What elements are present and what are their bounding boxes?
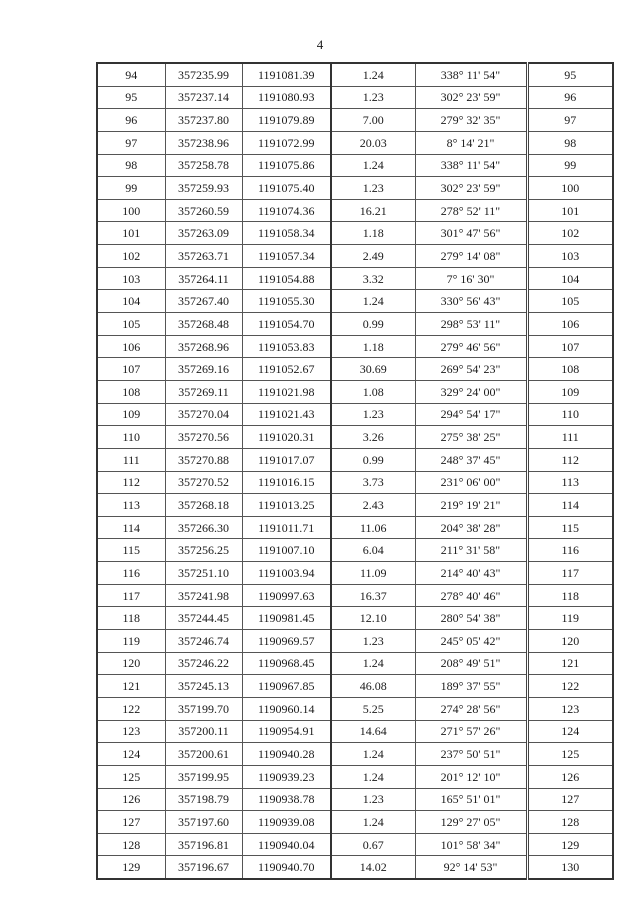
table-row bbox=[97, 675, 613, 698]
distance-cell: 1.23 bbox=[331, 86, 415, 109]
point-number-cell: 119 bbox=[97, 630, 165, 653]
bearing-cell: 165° 51' 01" bbox=[415, 788, 527, 811]
bearing-cell: 248° 37' 45" bbox=[415, 448, 527, 471]
y-coordinate-cell: 1191007.10 bbox=[242, 539, 331, 562]
x-coordinate-cell: 357266.30 bbox=[165, 516, 242, 539]
table-row bbox=[97, 539, 613, 562]
next-point-cell: 121 bbox=[527, 652, 613, 675]
x-coordinate-cell: 357199.95 bbox=[165, 765, 242, 788]
point-number-cell: 108 bbox=[97, 380, 165, 403]
x-coordinate-cell: 357270.52 bbox=[165, 471, 242, 494]
table-body bbox=[97, 63, 613, 879]
bearing-cell: 275° 38' 25" bbox=[415, 426, 527, 449]
next-point-cell: 118 bbox=[527, 584, 613, 607]
y-coordinate-cell: 1191052.67 bbox=[242, 358, 331, 381]
next-point-cell: 128 bbox=[527, 811, 613, 834]
point-number-cell: 117 bbox=[97, 584, 165, 607]
next-point-cell: 125 bbox=[527, 743, 613, 766]
distance-cell: 1.24 bbox=[331, 765, 415, 788]
y-coordinate-cell: 1191021.43 bbox=[242, 403, 331, 426]
x-coordinate-cell: 357259.93 bbox=[165, 177, 242, 200]
point-number-cell: 105 bbox=[97, 313, 165, 336]
distance-cell: 16.37 bbox=[331, 584, 415, 607]
table-row bbox=[97, 720, 613, 743]
next-point-cell: 111 bbox=[527, 426, 613, 449]
distance-cell: 1.18 bbox=[331, 335, 415, 358]
point-number-cell: 101 bbox=[97, 222, 165, 245]
x-coordinate-cell: 357245.13 bbox=[165, 675, 242, 698]
y-coordinate-cell: 1191072.99 bbox=[242, 131, 331, 154]
y-coordinate-cell: 1191011.71 bbox=[242, 516, 331, 539]
y-coordinate-cell: 1190939.23 bbox=[242, 765, 331, 788]
bearing-cell: 7° 16' 30" bbox=[415, 267, 527, 290]
next-point-cell: 100 bbox=[527, 177, 613, 200]
x-coordinate-cell: 357270.56 bbox=[165, 426, 242, 449]
x-coordinate-cell: 357197.60 bbox=[165, 811, 242, 834]
distance-cell: 2.43 bbox=[331, 494, 415, 517]
distance-cell: 6.04 bbox=[331, 539, 415, 562]
point-number-cell: 126 bbox=[97, 788, 165, 811]
table-row bbox=[97, 403, 613, 426]
distance-cell: 16.21 bbox=[331, 199, 415, 222]
distance-cell: 1.18 bbox=[331, 222, 415, 245]
table-row bbox=[97, 652, 613, 675]
table-row bbox=[97, 426, 613, 449]
point-number-cell: 94 bbox=[97, 63, 165, 86]
coordinates-table-container bbox=[96, 62, 614, 880]
next-point-cell: 110 bbox=[527, 403, 613, 426]
x-coordinate-cell: 357196.81 bbox=[165, 833, 242, 856]
bearing-cell: 338° 11' 54" bbox=[415, 154, 527, 177]
distance-cell: 0.99 bbox=[331, 448, 415, 471]
point-number-cell: 113 bbox=[97, 494, 165, 517]
coordinates-table bbox=[96, 62, 614, 880]
y-coordinate-cell: 1191054.70 bbox=[242, 313, 331, 336]
x-coordinate-cell: 357263.09 bbox=[165, 222, 242, 245]
bearing-cell: 201° 12' 10" bbox=[415, 765, 527, 788]
bearing-cell: 211° 31' 58" bbox=[415, 539, 527, 562]
y-coordinate-cell: 1190940.04 bbox=[242, 833, 331, 856]
bearing-cell: 298° 53' 11" bbox=[415, 313, 527, 336]
next-point-cell: 129 bbox=[527, 833, 613, 856]
distance-cell: 2.49 bbox=[331, 245, 415, 268]
table-row bbox=[97, 494, 613, 517]
point-number-cell: 121 bbox=[97, 675, 165, 698]
distance-cell: 12.10 bbox=[331, 607, 415, 630]
point-number-cell: 118 bbox=[97, 607, 165, 630]
x-coordinate-cell: 357258.78 bbox=[165, 154, 242, 177]
next-point-cell: 102 bbox=[527, 222, 613, 245]
bearing-cell: 204° 38' 28" bbox=[415, 516, 527, 539]
distance-cell: 5.25 bbox=[331, 697, 415, 720]
next-point-cell: 130 bbox=[527, 856, 613, 879]
bearing-cell: 245° 05' 42" bbox=[415, 630, 527, 653]
table-row bbox=[97, 131, 613, 154]
next-point-cell: 98 bbox=[527, 131, 613, 154]
y-coordinate-cell: 1190960.14 bbox=[242, 697, 331, 720]
table-row bbox=[97, 86, 613, 109]
x-coordinate-cell: 357237.14 bbox=[165, 86, 242, 109]
table-row bbox=[97, 562, 613, 585]
distance-cell: 30.69 bbox=[331, 358, 415, 381]
bearing-cell: 271° 57' 26" bbox=[415, 720, 527, 743]
y-coordinate-cell: 1191054.88 bbox=[242, 267, 331, 290]
y-coordinate-cell: 1191079.89 bbox=[242, 109, 331, 132]
y-coordinate-cell: 1190940.70 bbox=[242, 856, 331, 879]
next-point-cell: 117 bbox=[527, 562, 613, 585]
x-coordinate-cell: 357268.48 bbox=[165, 313, 242, 336]
next-point-cell: 126 bbox=[527, 765, 613, 788]
x-coordinate-cell: 357241.98 bbox=[165, 584, 242, 607]
table-row bbox=[97, 765, 613, 788]
point-number-cell: 122 bbox=[97, 697, 165, 720]
table-row bbox=[97, 833, 613, 856]
y-coordinate-cell: 1191003.94 bbox=[242, 562, 331, 585]
point-number-cell: 124 bbox=[97, 743, 165, 766]
table-row bbox=[97, 380, 613, 403]
distance-cell: 3.32 bbox=[331, 267, 415, 290]
y-coordinate-cell: 1191075.86 bbox=[242, 154, 331, 177]
bearing-cell: 279° 32' 35" bbox=[415, 109, 527, 132]
point-number-cell: 103 bbox=[97, 267, 165, 290]
bearing-cell: 214° 40' 43" bbox=[415, 562, 527, 585]
bearing-cell: 278° 40' 46" bbox=[415, 584, 527, 607]
point-number-cell: 109 bbox=[97, 403, 165, 426]
point-number-cell: 96 bbox=[97, 109, 165, 132]
distance-cell: 1.24 bbox=[331, 743, 415, 766]
bearing-cell: 279° 46' 56" bbox=[415, 335, 527, 358]
bearing-cell: 274° 28' 56" bbox=[415, 697, 527, 720]
table-row bbox=[97, 222, 613, 245]
point-number-cell: 95 bbox=[97, 86, 165, 109]
table-row bbox=[97, 313, 613, 336]
y-coordinate-cell: 1191016.15 bbox=[242, 471, 331, 494]
bearing-cell: 301° 47' 56" bbox=[415, 222, 527, 245]
bearing-cell: 269° 54' 23" bbox=[415, 358, 527, 381]
next-point-cell: 109 bbox=[527, 380, 613, 403]
y-coordinate-cell: 1190968.45 bbox=[242, 652, 331, 675]
y-coordinate-cell: 1191017.07 bbox=[242, 448, 331, 471]
bearing-cell: 302° 23' 59" bbox=[415, 86, 527, 109]
distance-cell: 1.08 bbox=[331, 380, 415, 403]
next-point-cell: 101 bbox=[527, 199, 613, 222]
point-number-cell: 106 bbox=[97, 335, 165, 358]
next-point-cell: 96 bbox=[527, 86, 613, 109]
next-point-cell: 97 bbox=[527, 109, 613, 132]
table-row bbox=[97, 199, 613, 222]
bearing-cell: 330° 56' 43" bbox=[415, 290, 527, 313]
table-row bbox=[97, 630, 613, 653]
next-point-cell: 103 bbox=[527, 245, 613, 268]
bearing-cell: 338° 11' 54" bbox=[415, 63, 527, 86]
y-coordinate-cell: 1190940.28 bbox=[242, 743, 331, 766]
table-row bbox=[97, 788, 613, 811]
table-row bbox=[97, 154, 613, 177]
distance-cell: 7.00 bbox=[331, 109, 415, 132]
table-row bbox=[97, 245, 613, 268]
x-coordinate-cell: 357237.80 bbox=[165, 109, 242, 132]
bearing-cell: 129° 27' 05" bbox=[415, 811, 527, 834]
table-row bbox=[97, 856, 613, 879]
distance-cell: 1.23 bbox=[331, 788, 415, 811]
point-number-cell: 116 bbox=[97, 562, 165, 585]
bearing-cell: 237° 50' 51" bbox=[415, 743, 527, 766]
point-number-cell: 100 bbox=[97, 199, 165, 222]
point-number-cell: 128 bbox=[97, 833, 165, 856]
x-coordinate-cell: 357270.04 bbox=[165, 403, 242, 426]
point-number-cell: 127 bbox=[97, 811, 165, 834]
point-number-cell: 97 bbox=[97, 131, 165, 154]
point-number-cell: 98 bbox=[97, 154, 165, 177]
table-row bbox=[97, 448, 613, 471]
distance-cell: 1.23 bbox=[331, 630, 415, 653]
bearing-cell: 219° 19' 21" bbox=[415, 494, 527, 517]
point-number-cell: 129 bbox=[97, 856, 165, 879]
bearing-cell: 8° 14' 21" bbox=[415, 131, 527, 154]
next-point-cell: 99 bbox=[527, 154, 613, 177]
bearing-cell: 189° 37' 55" bbox=[415, 675, 527, 698]
point-number-cell: 99 bbox=[97, 177, 165, 200]
x-coordinate-cell: 357199.70 bbox=[165, 697, 242, 720]
y-coordinate-cell: 1190954.91 bbox=[242, 720, 331, 743]
next-point-cell: 106 bbox=[527, 313, 613, 336]
distance-cell: 1.24 bbox=[331, 63, 415, 86]
point-number-cell: 115 bbox=[97, 539, 165, 562]
x-coordinate-cell: 357260.59 bbox=[165, 199, 242, 222]
table-row bbox=[97, 516, 613, 539]
y-coordinate-cell: 1191013.25 bbox=[242, 494, 331, 517]
bearing-cell: 208° 49' 51" bbox=[415, 652, 527, 675]
point-number-cell: 110 bbox=[97, 426, 165, 449]
y-coordinate-cell: 1191074.36 bbox=[242, 199, 331, 222]
y-coordinate-cell: 1191075.40 bbox=[242, 177, 331, 200]
distance-cell: 1.24 bbox=[331, 652, 415, 675]
page-number: 4 bbox=[316, 37, 324, 52]
distance-cell: 14.64 bbox=[331, 720, 415, 743]
distance-cell: 1.23 bbox=[331, 403, 415, 426]
distance-cell: 3.26 bbox=[331, 426, 415, 449]
x-coordinate-cell: 357263.71 bbox=[165, 245, 242, 268]
x-coordinate-cell: 357246.22 bbox=[165, 652, 242, 675]
x-coordinate-cell: 357256.25 bbox=[165, 539, 242, 562]
y-coordinate-cell: 1191021.98 bbox=[242, 380, 331, 403]
y-coordinate-cell: 1190939.08 bbox=[242, 811, 331, 834]
point-number-cell: 111 bbox=[97, 448, 165, 471]
y-coordinate-cell: 1190969.57 bbox=[242, 630, 331, 653]
distance-cell: 0.99 bbox=[331, 313, 415, 336]
table-row bbox=[97, 335, 613, 358]
next-point-cell: 112 bbox=[527, 448, 613, 471]
bearing-cell: 279° 14' 08" bbox=[415, 245, 527, 268]
bearing-cell: 101° 58' 34" bbox=[415, 833, 527, 856]
next-point-cell: 124 bbox=[527, 720, 613, 743]
x-coordinate-cell: 357268.18 bbox=[165, 494, 242, 517]
table-row bbox=[97, 811, 613, 834]
x-coordinate-cell: 357244.45 bbox=[165, 607, 242, 630]
bearing-cell: 92° 14' 53" bbox=[415, 856, 527, 879]
y-coordinate-cell: 1191081.39 bbox=[242, 63, 331, 86]
x-coordinate-cell: 357264.11 bbox=[165, 267, 242, 290]
point-number-cell: 112 bbox=[97, 471, 165, 494]
point-number-cell: 114 bbox=[97, 516, 165, 539]
point-number-cell: 107 bbox=[97, 358, 165, 381]
y-coordinate-cell: 1191053.83 bbox=[242, 335, 331, 358]
distance-cell: 20.03 bbox=[331, 131, 415, 154]
next-point-cell: 123 bbox=[527, 697, 613, 720]
table-row bbox=[97, 358, 613, 381]
next-point-cell: 120 bbox=[527, 630, 613, 653]
next-point-cell: 114 bbox=[527, 494, 613, 517]
distance-cell: 11.09 bbox=[331, 562, 415, 585]
x-coordinate-cell: 357246.74 bbox=[165, 630, 242, 653]
x-coordinate-cell: 357267.40 bbox=[165, 290, 242, 313]
distance-cell: 1.24 bbox=[331, 290, 415, 313]
next-point-cell: 115 bbox=[527, 516, 613, 539]
bearing-cell: 329° 24' 00" bbox=[415, 380, 527, 403]
table-row bbox=[97, 743, 613, 766]
next-point-cell: 105 bbox=[527, 290, 613, 313]
table-row bbox=[97, 471, 613, 494]
next-point-cell: 113 bbox=[527, 471, 613, 494]
x-coordinate-cell: 357269.16 bbox=[165, 358, 242, 381]
x-coordinate-cell: 357268.96 bbox=[165, 335, 242, 358]
point-number-cell: 120 bbox=[97, 652, 165, 675]
distance-cell: 0.67 bbox=[331, 833, 415, 856]
x-coordinate-cell: 357269.11 bbox=[165, 380, 242, 403]
x-coordinate-cell: 357270.88 bbox=[165, 448, 242, 471]
distance-cell: 14.02 bbox=[331, 856, 415, 879]
bearing-cell: 278° 52' 11" bbox=[415, 199, 527, 222]
y-coordinate-cell: 1191020.31 bbox=[242, 426, 331, 449]
next-point-cell: 127 bbox=[527, 788, 613, 811]
next-point-cell: 116 bbox=[527, 539, 613, 562]
bearing-cell: 302° 23' 59" bbox=[415, 177, 527, 200]
point-number-cell: 123 bbox=[97, 720, 165, 743]
distance-cell: 3.73 bbox=[331, 471, 415, 494]
next-point-cell: 122 bbox=[527, 675, 613, 698]
x-coordinate-cell: 357238.96 bbox=[165, 131, 242, 154]
next-point-cell: 104 bbox=[527, 267, 613, 290]
y-coordinate-cell: 1191080.93 bbox=[242, 86, 331, 109]
table-row bbox=[97, 177, 613, 200]
distance-cell: 11.06 bbox=[331, 516, 415, 539]
x-coordinate-cell: 357235.99 bbox=[165, 63, 242, 86]
x-coordinate-cell: 357200.11 bbox=[165, 720, 242, 743]
point-number-cell: 104 bbox=[97, 290, 165, 313]
distance-cell: 1.24 bbox=[331, 811, 415, 834]
x-coordinate-cell: 357251.10 bbox=[165, 562, 242, 585]
bearing-cell: 231° 06' 00" bbox=[415, 471, 527, 494]
y-coordinate-cell: 1191058.34 bbox=[242, 222, 331, 245]
y-coordinate-cell: 1190997.63 bbox=[242, 584, 331, 607]
y-coordinate-cell: 1191055.30 bbox=[242, 290, 331, 313]
y-coordinate-cell: 1190967.85 bbox=[242, 675, 331, 698]
y-coordinate-cell: 1190938.78 bbox=[242, 788, 331, 811]
point-number-cell: 125 bbox=[97, 765, 165, 788]
next-point-cell: 108 bbox=[527, 358, 613, 381]
y-coordinate-cell: 1191057.34 bbox=[242, 245, 331, 268]
next-point-cell: 107 bbox=[527, 335, 613, 358]
x-coordinate-cell: 357198.79 bbox=[165, 788, 242, 811]
table-row bbox=[97, 109, 613, 132]
table-row bbox=[97, 697, 613, 720]
table-row bbox=[97, 63, 613, 86]
table-row bbox=[97, 267, 613, 290]
point-number-cell: 102 bbox=[97, 245, 165, 268]
bearing-cell: 280° 54' 38" bbox=[415, 607, 527, 630]
next-point-cell: 119 bbox=[527, 607, 613, 630]
distance-cell: 46.08 bbox=[331, 675, 415, 698]
x-coordinate-cell: 357196.67 bbox=[165, 856, 242, 879]
table-row bbox=[97, 290, 613, 313]
y-coordinate-cell: 1190981.45 bbox=[242, 607, 331, 630]
table-row bbox=[97, 584, 613, 607]
table-row bbox=[97, 607, 613, 630]
bearing-cell: 294° 54' 17" bbox=[415, 403, 527, 426]
distance-cell: 1.23 bbox=[331, 177, 415, 200]
x-coordinate-cell: 357200.61 bbox=[165, 743, 242, 766]
distance-cell: 1.24 bbox=[331, 154, 415, 177]
next-point-cell: 95 bbox=[527, 63, 613, 86]
